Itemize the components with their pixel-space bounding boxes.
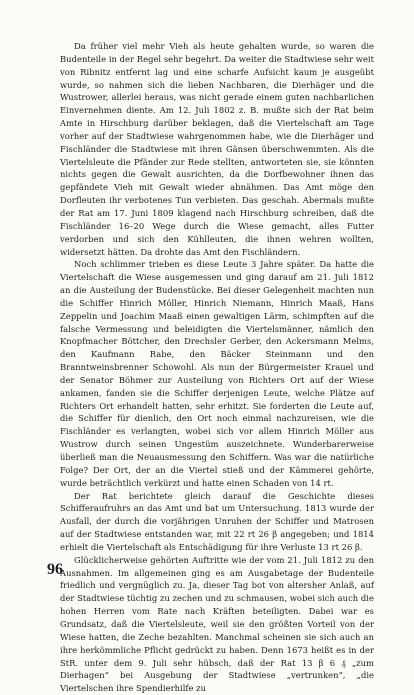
body-text (60, 40, 374, 695)
paragraph: Der Rat berichtete gleich darauf die Geschichte dieses Schifferaufruhrs an das Amt und bat um Untersuchung. 1813 wurde der Ausfall, der durch die vorjährigen Unruhen der Schiffer und Matrosen auf der Stadtwiese entstanden war, mit 22 rt 26 β angegeben; und 1814 erhielt die Viertelschaft als Entschädigung für ihre Verluste 13 rt 26 β. (60, 490, 374, 552)
paragraph: Da früher viel mehr Vieh als heute gehalten wurde, so waren die Budenteile in der Regel sehr begehrt. Da weiter die Stadtwiese sehr weit von Ribnitz entfernt lag und eine scharfe Aufsicht kaum je ausgeübt wurde, so nahmen sich die lieben Nachbaren, die Dierhäger und die Wustrower, allerlei heraus, was nicht gerade einem guten nachbarlichen Einvernehmen diente. Am 12. Juli 1802 z. B. mußte sich der Rat beim Amte in Hirschburg darüber beklagen, daß die Viertelschaft am Tage vorher auf der Stadtwiese wahrgenommen habe, wie die Dierhäger und Fischländer die Stadtwiese mit ihren Gänsen überschwemmten. Als die Viertelsleute die Pfänder zur Rede stellten, antworteten sie, sie könnten nichts gegen die Gewalt ausrichten, da die Dorfbewohner ihnen das gepfändete Vieh mit Gewalt wieder abnähmen. Das Amt möge den Dorfleuten ihr verbotenes Tun verbieten. Das geschah. Abermals mußte der Rat am 17. Juni 1809 klagend nach Hirschburg schreiben, daß die Fischländer 16–20 Wege durch die Wiese gemacht, alles Futter verdorben und sich den Kühlleuten, die ihnen wehren wollten, widersetzt hätten. Da drohte das Amt den Fischländern. (60, 41, 374, 257)
paragraph: Noch schlimmer trieben es diese Leute 3 Jahre später. Da hatte die Viertelschaft die Wiese ausgemessen und ging darauf am 21. Juli 1812 an die Austeilung der Budenstücke. Bei dieser Gelegenheit machten nun die Schiffer Hinrich Möller, Hinrich Niemann, Hinrich Maaß, Hans Zeppelin und Joachim Maaß einen gewaltigen Lärm, schimpften auf die falsche Vermessung und beleidigten die Viertelsmänner, nämlich den Knopfmacher Böttcher, den Drechsler Gerber, den Ackersmann Melms, den Kaufmann Rabe, den Bäcker Steinmann und den Branntweinsbrenner Schowohl. Als nun der Bürgermeister Krauel und der Senator Böhmer zur Austeilung von Richters Ort auf der Wiese ankamen, fanden sie die Schiffer derjenigen Leute, welche Plätze auf Richters Ort erhandelt hatten, sehr erhitzt. Sie forderten die Leute auf, die Schiffer für dienlich, den Ort noch einmal nachzureisen, wie die Fischländer es verlangten, wobei sich vor allem Hinrich Möller aus Wustrow durch seinen Ungestüm auszeichnete. Wunderbarerweise überließ man die Neuausmessung den Schiffern. Was war die natürliche Folge? Der Ort, der an die Viertel stieß und der Kämmerei gehörte, wurde beträchtlich verkürzt und hatte einen Schaden von 14 rt. (60, 259, 374, 488)
paragraph: Glücklicherweise gehörten Auftritte wie der vom 21. Juli 1812 zu den Ausnahmen. Im allgemeinen ging es am Ausgabetage der Budenteile friedlich und vergnüglich zu. Ja, dieser Tag bot von altersher Anlaß, auf der Stadtwiese tüchtig zu zechen und zu schmausen, wobei sich auch die hohen Herren vom Rate nach Kräften beteiligten. Dabei war es Grundsatz, daß die Viertelsleute, weil sie den größten Vorteil von der Wiese hatten, die Zeche bezahlten. Manchmal scheinen sie sich auch an ihre herkömmliche Pflicht gedrückt zu haben. Denn 1673 heißt es in der StR. unter dem 9. Juli sehr hübsch, daß der Rat 13 β 6 ₰ „zum Dierhagen“ bei Ausgebung der Stadtwiese „vertrunken“, „die Viertelschen ihre Spendierhilfe zu (60, 554, 374, 694)
page-number: 96 (47, 561, 63, 578)
